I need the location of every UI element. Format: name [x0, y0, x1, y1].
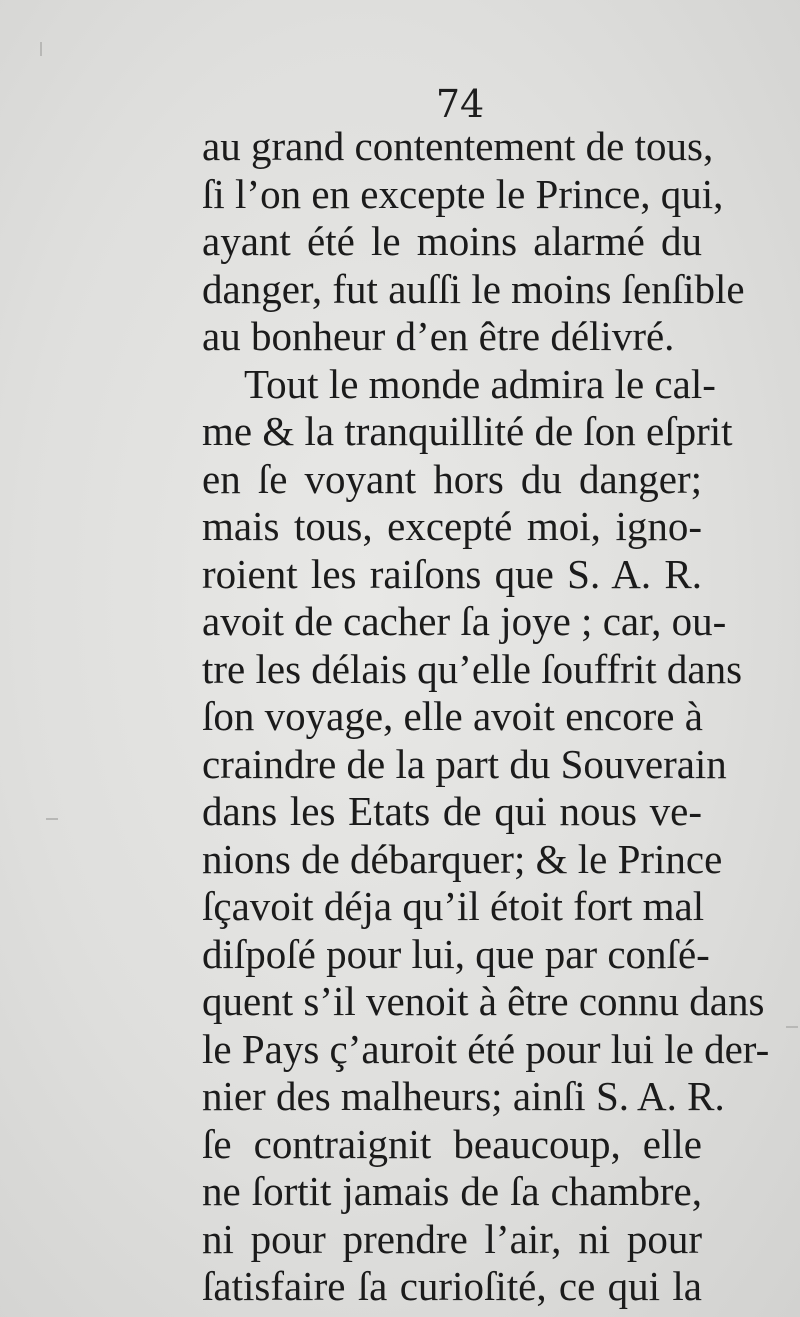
- text-line: avoit de cacher ſa joye ; car, ou-: [202, 598, 727, 644]
- text-line: ſatisfaire ſa curioſité, ce qui la: [202, 1263, 702, 1309]
- text-line: ſi l’on en excepte le Prince, qui,: [202, 170, 724, 217]
- text-line: ſçavoit déja qu’il étoit fort mal: [202, 883, 705, 929]
- text-line: ne ſortit jamais de ſa chambre,: [202, 1168, 702, 1214]
- text-line: ſe contraignit beaucoup, elle: [202, 1120, 702, 1167]
- text-line: Tout le monde admira le cal-: [244, 360, 716, 407]
- page-number: 74: [435, 82, 485, 126]
- text-line: au grand contentement de tous,: [202, 123, 714, 169]
- text-line: nier des malheurs; ainſi S. A. R.: [202, 1073, 725, 1119]
- text-line: quent s’il venoit à être connu dans: [202, 978, 765, 1024]
- body-text: [202, 123, 770, 1311]
- text-line: ni pour prendre l’air, ni pour: [202, 1215, 702, 1262]
- text-line: mais tous, excepté moi, igno-: [202, 503, 702, 549]
- text-line: diſpoſé pour lui, que par conſé-: [202, 930, 710, 977]
- text-line: tre les délais qu’elle ſouffrit dans: [202, 645, 743, 692]
- text-line: dans les Etats de qui nous ve-: [202, 788, 702, 834]
- text-line: en ſe voyant hors du danger;: [202, 455, 702, 502]
- text-line: nions de débarquer; & le Prince: [202, 835, 723, 882]
- text-line: au bonheur d’en être délivré.: [202, 313, 675, 359]
- margin-mark: [786, 1026, 798, 1028]
- margin-mark: [40, 42, 42, 56]
- text-line: roient les raiſons que S. A. R.: [202, 550, 702, 597]
- text-line: me & la tranquillité de ſon eſprit: [202, 408, 733, 454]
- text-line: le Pays ç’auroit été pour lui le der-: [202, 1025, 770, 1072]
- text-line: ſon voyage, elle avoit encore à: [202, 693, 703, 739]
- text-line: craindre de la part du Souverain: [202, 740, 727, 787]
- text-line: ayant été le moins alarmé du: [202, 218, 702, 264]
- margin-mark: [46, 818, 58, 820]
- text-line: danger, fut auſſi le moins ſenſible: [202, 265, 745, 312]
